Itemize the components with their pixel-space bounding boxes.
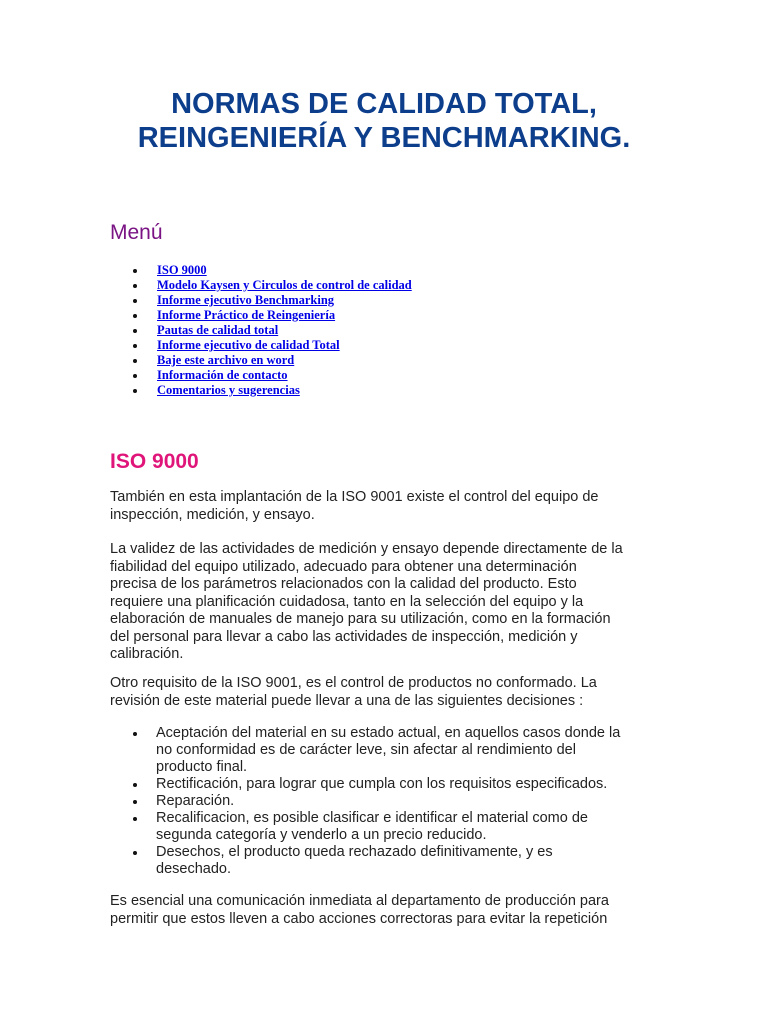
paragraph-line: permitir que estos lleven a cabo acciones correctoras para evitar la repetición [110,910,608,927]
paragraph-line: La validez de las actividades de medición y ensayo depende directamente de la [110,541,623,557]
menu-item-pautas [110,323,412,338]
paragraph-line: del personal para llevar a cabo las actividades de inspección, medición y [110,628,578,645]
menu-item-word [110,353,412,368]
paragraph-control-no-conformado [110,675,670,710]
decision-line: Recalificacion, es posible clasificar e identificar el material como de [156,810,588,826]
paragraph-line: requiere una planificación cuidadosa, tanto en la selección del equipo y la [110,593,584,610]
decision-item-aceptacion [110,725,620,776]
paragraph-equipo-inspeccion [110,489,670,524]
menu-link-pautas[interactable]: Pautas de calidad total [157,323,279,337]
menu-link-calidad-total[interactable]: Informe ejecutivo de calidad Total [157,338,340,352]
menu-link-word[interactable]: Baje este archivo en word [157,353,295,367]
decision-line: no conformidad es de carácter leve, sin afectar al rendimiento del [156,742,576,758]
decision-item-rectificacion [110,776,620,793]
paragraph-line: inspección, medición, y ensayo. [110,506,315,523]
paragraph-line: Es esencial una comunicación inmediata al departamento de producción para [110,893,609,909]
menu-item-benchmarking [110,293,412,308]
menu-link-contacto[interactable]: Información de contacto [157,368,288,382]
decision-line: Rectificación, para lograr que cumpla con los requisitos especificados. [156,776,608,792]
decision-line: producto final. [156,759,248,775]
decision-line: Reparación. [156,793,235,809]
menu-item-modelo-kaysen [110,278,412,293]
menu-link-benchmarking[interactable]: Informe ejecutivo Benchmarking [157,293,335,307]
menu-item-iso-9000 [110,263,412,278]
paragraph-line: Otro requisito de la ISO 9001, es el control de productos no conformado. La [110,675,597,691]
page-title [60,87,708,155]
decision-line: desechado. [156,861,231,877]
page-title-line-1: NORMAS DE CALIDAD TOTAL, [171,88,597,120]
menu-heading: Menú [110,221,163,244]
menu-link-iso-9000[interactable]: ISO 9000 [157,263,207,277]
paragraph-line: elaboración de manuales de manejo para su utilización, como en la formación [110,611,611,627]
paragraph-comunicacion-produccion [110,893,670,928]
menu-item-contacto [110,368,412,383]
menu-link-comentarios[interactable]: Comentarios y sugerencias [157,383,300,397]
paragraph-validez-medicion [110,541,670,664]
menu-item-reingenieria [110,308,412,323]
decision-item-desechos [110,844,620,878]
paragraph-line: También en esta implantación de la ISO 9001 existe el control del equipo de [110,489,599,505]
menu-item-calidad-total [110,338,412,353]
paragraph-line: revisión de este material puede llevar a una de las siguientes decisiones : [110,692,584,709]
paragraph-line: precisa de los parámetros relacionados con la calidad del producto. Esto [110,576,577,592]
decision-item-recalificacion [110,810,620,844]
paragraph-line: fiabilidad del equipo utilizado, adecuado para obtener una determinación [110,558,577,575]
decision-item-reparacion [110,793,620,810]
menu-item-comentarios [110,383,412,398]
page-title-line-2: REINGENIERÍA Y BENCHMARKING. [137,122,631,154]
decision-line: segunda categoría y venderlo a un precio reducido. [156,827,487,843]
decisions-list [110,725,620,878]
menu-link-reingenieria[interactable]: Informe Práctico de Reingeniería [157,308,336,322]
decision-line: Aceptación del material en su estado actual, en aquellos casos donde la [156,725,621,741]
decision-line: Desechos, el producto queda rechazado definitivamente, y es [156,844,553,860]
section-heading-iso-9000: ISO 9000 [110,450,199,473]
menu-link-modelo-kaysen[interactable]: Modelo Kaysen y Circulos de control de calidad [157,278,412,292]
paragraph-line: calibración. [110,646,184,662]
menu-list [110,263,412,398]
